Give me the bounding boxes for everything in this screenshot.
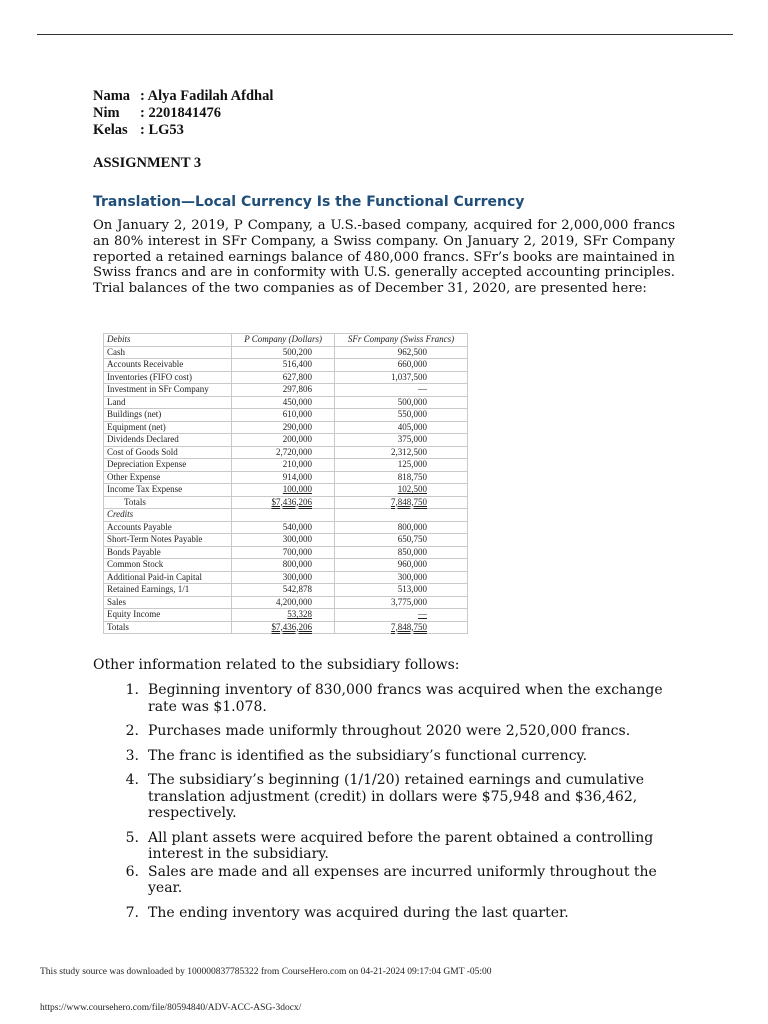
other-info-list [93, 682, 693, 921]
item-text: Beginning inventory of 830,000 francs was acquired when the exchange rate was $1.078. [148, 682, 663, 715]
top-rule [37, 34, 733, 35]
item-number: 6. [125, 863, 139, 880]
table-row [104, 384, 468, 397]
sfr-amount: 660,000 [335, 359, 468, 372]
name-value: : Alya Fadilah Afdhal [140, 88, 274, 104]
student-info [93, 88, 273, 139]
sfr-amount: 102,500 [397, 484, 427, 494]
credit-totals-row [104, 621, 468, 634]
sfr-amount: — [418, 609, 427, 619]
p-amount: 610,000 [232, 409, 335, 422]
sfr-amount: 500,000 [335, 396, 468, 409]
account-name: Equity Income [104, 609, 232, 622]
account-name: Equipment (net) [104, 421, 232, 434]
other-info-intro: Other information related to the subsidiary follows: [93, 657, 460, 673]
table-row [104, 534, 468, 547]
account-name: Inventories (FIFO cost) [104, 371, 232, 384]
account-name: Common Stock [104, 559, 232, 572]
sfr-amount: 962,500 [335, 346, 468, 359]
table-row [104, 371, 468, 384]
table-row [104, 596, 468, 609]
list-item [93, 748, 693, 765]
item-text: Sales are made and all expenses are incurred uniformly throughout the year. [148, 863, 657, 896]
kelas-value: : LG53 [140, 122, 184, 138]
account-name: Income Tax Expense [104, 484, 232, 497]
p-amount: 297,806 [232, 384, 335, 397]
table-header-row [104, 334, 468, 347]
list-item [93, 905, 693, 922]
sfr-total: 7,848,750 [391, 496, 427, 507]
p-amount: 800,000 [232, 559, 335, 572]
table-row [104, 521, 468, 534]
table-row [104, 546, 468, 559]
p-amount: 290,000 [232, 421, 335, 434]
sfr-amount: 960,000 [335, 559, 468, 572]
table-row [104, 421, 468, 434]
table-row [104, 446, 468, 459]
intro-paragraph: On January 2, 2019, P Company, a U.S.-based company, acquired for 2,000,000 francs an 80% interest in SFr Company, a Swiss company. On January 2, 2019, SFr Company reported a retained earnings balance of 480,000 francs. SFr’s books are maintained in Swiss francs and are in conformity with U.S. generally accepted accounting principles. Trial balances of the two companies as of December 31, 2020, are presented here: [93, 218, 675, 297]
sfr-amount: 550,000 [335, 409, 468, 422]
table-row [104, 584, 468, 597]
download-notice: This study source was downloaded by 100000837785322 from CourseHero.com on 04-21-2024 09:17:04 GMT -05:00 [40, 967, 492, 977]
sfr-amount: 300,000 [335, 571, 468, 584]
p-amount: 2,720,000 [232, 446, 335, 459]
p-amount: 914,000 [232, 471, 335, 484]
item-text: All plant assets were acquired before the parent obtained a controlling interest in the subsidiary. [148, 829, 654, 862]
nim-value: : 2201841476 [140, 105, 221, 121]
sfr-amount: 850,000 [335, 546, 468, 559]
table-row [104, 459, 468, 472]
item-number: 3. [125, 747, 139, 764]
item-number: 5. [125, 829, 139, 846]
account-name: Dividends Declared [104, 434, 232, 447]
credits-label: Credits [104, 509, 232, 522]
table-row [104, 396, 468, 409]
p-amount: 200,000 [232, 434, 335, 447]
account-name: Additional Paid-in Capital [104, 571, 232, 584]
account-name: Bonds Payable [104, 546, 232, 559]
sfr-amount: — [335, 384, 468, 397]
table-row [104, 471, 468, 484]
nim-label: Nim [93, 105, 120, 121]
p-amount: 100,000 [282, 484, 313, 494]
table-row [104, 434, 468, 447]
trial-balance-table [103, 333, 468, 634]
totals-label: Totals [104, 621, 232, 634]
header-debits: Debits [104, 334, 232, 347]
sfr-amount: 405,000 [335, 421, 468, 434]
credits-header-row [104, 509, 468, 522]
list-item [93, 830, 693, 863]
totals-label: Totals [104, 496, 232, 509]
p-amount: 500,200 [232, 346, 335, 359]
table-row [104, 571, 468, 584]
sfr-amount: 3,775,000 [335, 596, 468, 609]
assignment-title: ASSIGNMENT 3 [93, 155, 202, 171]
p-amount: 210,000 [232, 459, 335, 472]
p-total: $7,436,206 [271, 496, 313, 507]
sfr-amount: 513,000 [335, 584, 468, 597]
list-item [93, 682, 693, 715]
list-item [93, 864, 693, 897]
list-item [93, 772, 693, 822]
item-number: 1. [125, 682, 139, 698]
source-url: https://www.coursehero.com/file/80594840/ADV-ACC-ASG-3docx/ [40, 1003, 302, 1013]
sfr-amount: 818,750 [335, 471, 468, 484]
table-row [104, 484, 468, 497]
item-number: 2. [125, 723, 139, 739]
table-row [104, 409, 468, 422]
debit-totals-row [104, 496, 468, 509]
item-text: The franc is identified as the subsidiary’s functional currency. [148, 747, 588, 764]
section-heading: Translation—Local Currency Is the Functional Currency [93, 194, 525, 210]
header-sfr-company: SFr Company (Swiss Francs) [335, 334, 468, 347]
table-row [104, 346, 468, 359]
p-amount: 542,878 [232, 584, 335, 597]
account-name: Cost of Goods Sold [104, 446, 232, 459]
p-amount: 300,000 [232, 534, 335, 547]
item-text: The ending inventory was acquired during the last quarter. [148, 904, 569, 921]
account-name: Sales [104, 596, 232, 609]
item-text: The subsidiary’s beginning (1/1/20) retained earnings and cumulative translation adjustment (credit) in dollars were $75,948 and $36,462, respectively. [148, 772, 645, 821]
item-number: 7. [125, 904, 139, 921]
account-name: Investment in SFr Company [104, 384, 232, 397]
account-name: Cash [104, 346, 232, 359]
list-item [93, 723, 693, 740]
table-row [104, 359, 468, 372]
p-amount: 300,000 [232, 571, 335, 584]
account-name: Other Expense [104, 471, 232, 484]
p-amount: 516,400 [232, 359, 335, 372]
name-label: Nama [93, 88, 131, 104]
p-amount: 540,000 [232, 521, 335, 534]
account-name: Buildings (net) [104, 409, 232, 422]
sfr-amount: 650,750 [335, 534, 468, 547]
sfr-amount: 800,000 [335, 521, 468, 534]
table-row [104, 609, 468, 622]
sfr-total: 7,848,750 [391, 621, 427, 632]
sfr-amount: 125,000 [335, 459, 468, 472]
account-name: Accounts Payable [104, 521, 232, 534]
item-text: Purchases made uniformly throughout 2020 were 2,520,000 francs. [148, 723, 631, 739]
account-name: Short-Term Notes Payable [104, 534, 232, 547]
kelas-label: Kelas [93, 122, 128, 138]
p-amount: 627,800 [232, 371, 335, 384]
sfr-amount: 375,000 [335, 434, 468, 447]
account-name: Land [104, 396, 232, 409]
p-total: $7,436,206 [271, 621, 313, 632]
header-p-company: P Company (Dollars) [232, 334, 335, 347]
item-number: 4. [125, 772, 139, 788]
sfr-amount: 2,312,500 [335, 446, 468, 459]
p-amount: 700,000 [232, 546, 335, 559]
account-name: Retained Earnings, 1/1 [104, 584, 232, 597]
sfr-amount: 1,037,500 [335, 371, 468, 384]
p-amount: 450,000 [232, 396, 335, 409]
p-amount: 4,200,000 [232, 596, 335, 609]
table-row [104, 559, 468, 572]
account-name: Accounts Receivable [104, 359, 232, 372]
p-amount: 53,328 [287, 609, 313, 619]
account-name: Depreciation Expense [104, 459, 232, 472]
